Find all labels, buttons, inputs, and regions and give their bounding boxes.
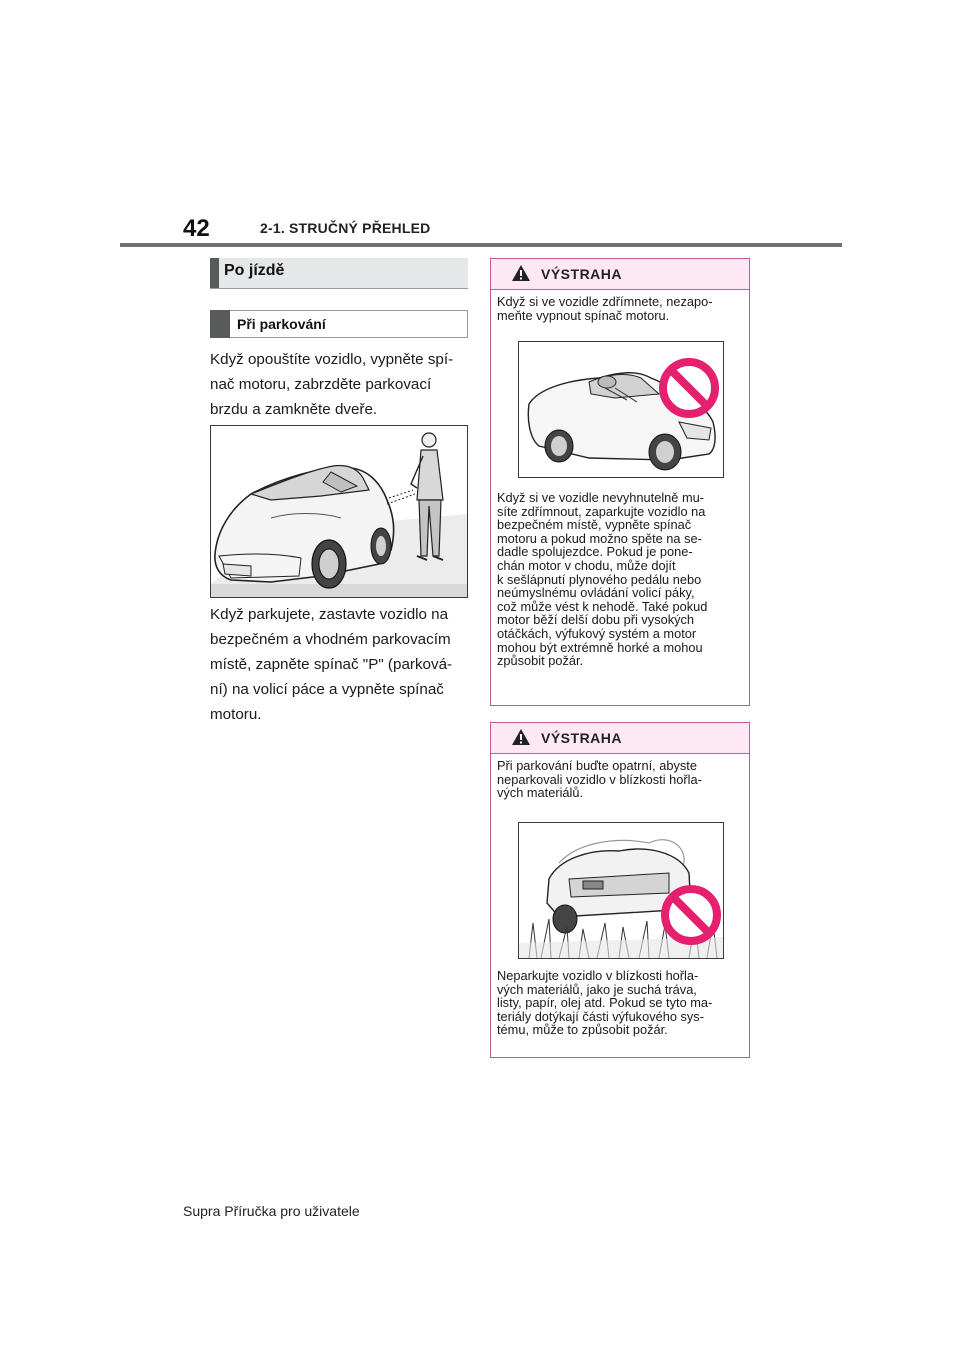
illustration-locking-car bbox=[210, 425, 468, 598]
paragraph-line: brzdu a zamkněte dveře. bbox=[210, 401, 378, 418]
warning-line: Při parkování buďte opatrní, abyste bbox=[497, 758, 697, 773]
heading-after-driving bbox=[210, 258, 468, 289]
warning-line: neúmyslnému ovládání volicí páky, bbox=[497, 585, 695, 601]
paragraph-line: motoru. bbox=[210, 706, 262, 723]
warning-line: tému, může to způsobit požár. bbox=[497, 1022, 668, 1038]
paragraph-line: Když parkujete, zastavte vozidlo na bbox=[210, 606, 449, 623]
subheading-bar bbox=[210, 310, 230, 338]
footer-text: Supra Příručka pro uživatele bbox=[183, 1203, 360, 1219]
paragraph-parking-procedure bbox=[210, 602, 472, 727]
warning-line: způsobit požár. bbox=[497, 653, 584, 669]
warning-line: Když si ve vozidle nevyhnutelně mu- bbox=[497, 490, 704, 505]
warning-title: VÝSTRAHA bbox=[541, 730, 623, 746]
warning-line: bezpečném místě, vypněte spínač bbox=[497, 517, 692, 533]
warning-body bbox=[491, 969, 718, 1037]
paragraph-line: nač motoru, zabrzděte parkovací bbox=[210, 376, 432, 393]
warning-triangle-icon bbox=[511, 264, 531, 282]
section-title: 2-1. STRUČNÝ PŘEHLED bbox=[260, 220, 431, 236]
warning-line: teriály dotýkají části výfukového sys- bbox=[497, 1008, 704, 1024]
paragraph-line: Když opouštíte vozidlo, vypněte spí- bbox=[210, 351, 454, 368]
header-rule bbox=[120, 243, 842, 247]
warning-header bbox=[491, 259, 749, 290]
warning-line: mohou být extrémně horké a mohou bbox=[497, 639, 703, 655]
warning-line: k sešlápnutí plynového pedálu nebo bbox=[497, 571, 702, 587]
warning-line: neparkovali vozidlo v blízkosti hořla- bbox=[497, 771, 702, 787]
warning-header bbox=[491, 723, 749, 754]
warning-box-napping bbox=[490, 258, 750, 706]
warning-line: meňte vypnout spínač motoru. bbox=[497, 307, 670, 323]
subheading-text: Při parkování bbox=[237, 316, 326, 332]
warning-box-flammable bbox=[490, 722, 750, 1058]
illustration-car-on-dry-grass bbox=[518, 822, 724, 959]
warning-line: motoru a pokud možno spěte na se- bbox=[497, 530, 702, 546]
warning-line: listy, papír, olej atd. Pokud se tyto ma- bbox=[497, 995, 713, 1011]
warning-title: VÝSTRAHA bbox=[541, 266, 623, 282]
warning-line: motor běží delší dobu při vysokých bbox=[497, 612, 695, 628]
warning-body bbox=[491, 491, 713, 668]
heading-text: Po jízdě bbox=[224, 262, 285, 279]
warning-line: dadle spolujezdce. Pokud je pone- bbox=[497, 544, 693, 560]
warning-line: což může vést k nehodě. Také pokud bbox=[497, 598, 708, 614]
warning-intro bbox=[491, 754, 749, 800]
page-number: 42 bbox=[183, 215, 210, 242]
warning-line: Neparkujte vozidlo v blízkosti hořla- bbox=[497, 968, 699, 983]
warning-line: vých materiálů, jako je suchá tráva, bbox=[497, 981, 697, 997]
warning-line: vých materiálů. bbox=[497, 785, 584, 801]
warning-triangle-icon bbox=[511, 728, 531, 746]
paragraph-leaving-vehicle bbox=[210, 347, 472, 422]
subheading-parking bbox=[210, 310, 468, 338]
paragraph-line: ní) na volicí páce a vypněte spínač bbox=[210, 681, 444, 698]
warning-line: otáčkách, výfukový systém a motor bbox=[497, 625, 697, 641]
paragraph-line: místě, zapněte spínač "P" (parková- bbox=[210, 656, 453, 673]
warning-line: chán motor v chodu, může dojít bbox=[497, 557, 676, 573]
warning-intro bbox=[491, 290, 749, 322]
warning-line: Když si ve vozidle zdřímnete, nezapo- bbox=[497, 294, 713, 309]
paragraph-line: bezpečném a vhodném parkovacím bbox=[210, 631, 451, 648]
illustration-sleeping-in-car bbox=[518, 341, 724, 478]
warning-line: síte zdřímnout, zaparkujte vozidlo na bbox=[497, 503, 706, 519]
heading-bar bbox=[210, 258, 219, 288]
